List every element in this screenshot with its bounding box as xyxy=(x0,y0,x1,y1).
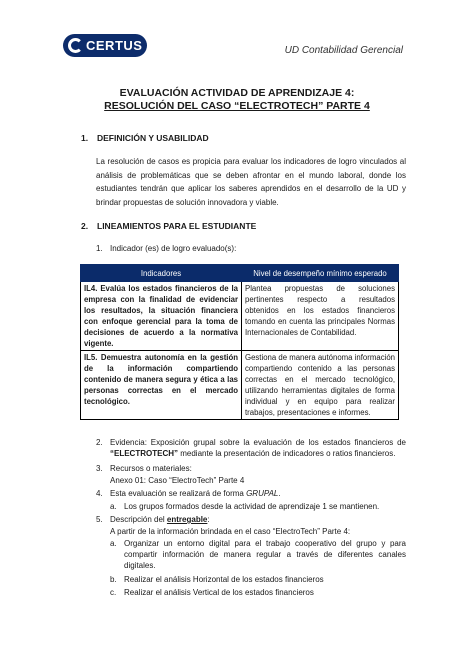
sub-item-5b xyxy=(110,574,406,585)
level-cell: Gestiona de manera autónoma información compartiendo contenido a las personas correctas en el mercado tecnológico, utilizando herramientas digitales de forma individual y en equipo para realizar trabajos, presentaciones e informes. xyxy=(242,351,399,420)
list-item-5-text xyxy=(96,514,406,525)
logo-text: CERTUS xyxy=(86,38,143,53)
sub-item-5b-text: Realizar el análisis Horizontal de los estados financieros xyxy=(124,575,324,584)
list-item-1-text: Indicador (es) de logro evaluado(s): xyxy=(110,244,237,253)
case-name: “ELECTROTECH” xyxy=(110,449,178,458)
mode-value: GRUPAL xyxy=(246,489,279,498)
section2-heading xyxy=(81,221,256,231)
list-item-2-text xyxy=(96,437,406,459)
annex-reference: Anexo 01: Caso “ElectroTech” Parte 4 xyxy=(110,476,245,485)
list-item-4-number: 4. xyxy=(96,489,103,498)
sub-item-5c-text: Realizar el análisis Vertical de los estados financieros xyxy=(124,588,314,597)
deliverable-text: Descripción del xyxy=(110,515,167,524)
certus-logo xyxy=(63,34,147,57)
list-item-2-number: 2. xyxy=(96,438,103,447)
indicators-table xyxy=(80,264,399,420)
deliverable-keyword: entregable xyxy=(166,515,208,524)
course-unit-label: UD Contabilidad Gerencial xyxy=(284,45,403,56)
mode-text-end: . xyxy=(278,489,281,498)
list-item-1-number: 1. xyxy=(96,244,103,253)
section1-title: DEFINICIÓN Y USABILIDAD xyxy=(97,133,209,143)
indicator-cell: IL4. Evalúa los estados financieros de la empresa con la finalidad de evidenciar los resultados, la situación financiera con enfoque gerencial para la toma de decisiones de acuerdo a la normativa vigente. xyxy=(81,282,242,351)
sub-item-4a xyxy=(110,501,406,512)
level-cell: Plantea propuestas de soluciones pertinentes respecto a resultados obtenidos en los estados financieros tomando en cuenta las principales Normas Internacionales de Contabilidad. xyxy=(242,282,399,351)
list-item-1 xyxy=(96,243,406,254)
sub-item-4a-letter: a. xyxy=(110,502,117,511)
list-item-3-text: Recursos o materiales: xyxy=(110,464,192,473)
table-header-level: Nivel de desempeño mínimo esperado xyxy=(242,265,399,282)
list-item-5-number: 5. xyxy=(96,515,103,524)
deliverable-colon: : xyxy=(207,515,210,524)
section2-number: 2. xyxy=(81,221,89,231)
list-item-4 xyxy=(96,488,406,499)
table-header-row xyxy=(81,265,399,282)
list-item-3 xyxy=(96,463,406,474)
evidence-text: Evidencia: Exposición grupal sobre la evaluación de los estados financieros de xyxy=(110,438,406,447)
table-header-indicators: Indicadores xyxy=(81,265,242,282)
document-title-line2: RESOLUCIÓN DEL CASO “ELECTROTECH” PARTE 4 xyxy=(104,100,370,112)
list-item-2 xyxy=(96,437,406,459)
logo-mark-icon xyxy=(68,38,83,53)
sub-item-5c-letter: c. xyxy=(110,588,117,597)
evidence-text-end: mediante la presentación de indicadores o ratios financieros. xyxy=(178,449,396,458)
deliverable-intro: A partir de la información brindada en el caso “ElectroTech” Parte 4: xyxy=(110,527,351,536)
sub-item-5c xyxy=(110,587,406,598)
list-item-4-text xyxy=(96,488,406,499)
section2-title: LINEAMIENTOS PARA EL ESTUDIANTE xyxy=(97,221,257,231)
sub-item-5a-text: Organizar un entorno digital para el trabajo cooperativo del grupo y para compartir información de manera regular a través de diferentes canales digitales. xyxy=(124,539,406,570)
sub-item-5b-letter: b. xyxy=(110,575,117,584)
list-item-3-number: 3. xyxy=(96,464,103,473)
section1-paragraph: La resolución de casos es propicia para evaluar los indicadores de logro vinculados al análisis de problemáticas que se deben afrontar en el mundo laboral, donde los estudiantes tendrán que aplicar los saberes aprendidos en el desarrollo de la UD y brindar propuestas de solución innovadora y viable. xyxy=(96,157,406,207)
sub-item-4a-text: Los grupos formados desde la actividad de aprendizaje 1 se mantienen. xyxy=(124,502,380,511)
sub-item-5a-letter: a. xyxy=(110,539,117,548)
table-row xyxy=(81,282,399,351)
section1-number: 1. xyxy=(81,133,89,143)
table-row xyxy=(81,351,399,420)
indicator-cell: IL5. Demuestra autonomía en la gestión de la información compartiendo contenido de manera segura y ética a las personas correctas en el mercado tecnológico. xyxy=(81,351,242,420)
section1-heading xyxy=(81,133,209,143)
sub-item-5a xyxy=(110,538,406,571)
document-title-line1: EVALUACIÓN ACTIVIDAD DE APRENDIZAJE 4: xyxy=(119,87,355,99)
mode-text: Esta evaluación se realizará de forma xyxy=(110,489,247,498)
list-item-5 xyxy=(96,514,406,525)
